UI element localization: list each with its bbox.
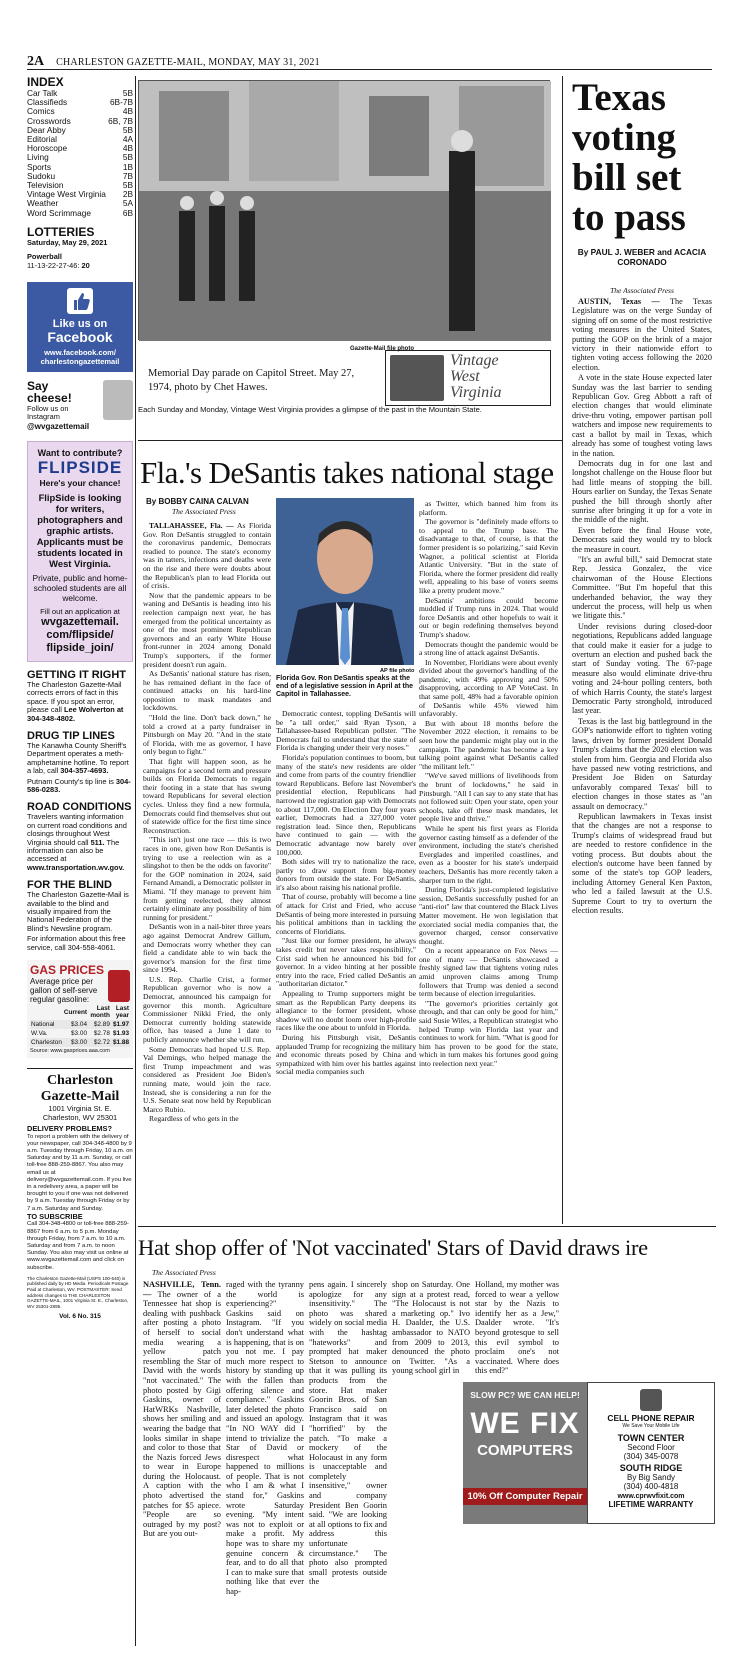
texas-headline: Texas voting bill set to pass bbox=[572, 76, 686, 239]
desantis-org: The Associated Press bbox=[172, 507, 236, 516]
subscribe-title: TO SUBSCRIBE bbox=[27, 1211, 83, 1221]
paragraph: The governor is "definitely made efforts to to appeal to the Trump base. The disadvantage to that, of course, is that the former president is so polarizing," said Kevin Wagner, a political scientist at Florida Atlantic University. "But in the state of Florida, where the former president did really well, appealing to his base of voters seems like a pretty prudent move." bbox=[419, 517, 558, 595]
lotteries-date: Saturday, May 29, 2021 bbox=[27, 237, 108, 247]
vintage-wv-logo bbox=[385, 350, 551, 406]
powerball-numbers: 11-13-22-27-46: 20 bbox=[27, 260, 90, 270]
gas-pump-icon bbox=[108, 970, 130, 1002]
old-camera-icon bbox=[390, 355, 444, 401]
flipside-url[interactable]: wvgazettemail. com/flipside/ flipside_join/ bbox=[41, 615, 119, 654]
vwv-line-3: Virginia bbox=[450, 384, 502, 401]
paragraph: Some Democrats had hoped U.S. Rep. Val Demings, who helped manage the first Trump impeachment and was considered as President Joe Biden's running mate, would join the race. Instead, she is considering a run for the U.S. Senate seat now held by Republican Marco Rubio. bbox=[143, 1044, 271, 1114]
flipside-fill: Fill out an application at bbox=[40, 606, 120, 616]
gas-header-cell bbox=[30, 1004, 63, 1020]
insta-handle[interactable]: @wvgazettemail bbox=[27, 421, 90, 431]
road-text: Travelers wanting information on current road conditions and closings throughout West Virginia should call 511. The information can also be accessed at www.transportation.wv.gov. bbox=[27, 812, 127, 872]
paragraph: Democrats dug in for one last and longshot challenge on the House floor but had little means of stopping the bill. Hours earlier on Sunday, the Texas Senate pushed the bill through shortly after sunrise after bringing it up for a vote in the middle of the night. bbox=[572, 458, 712, 525]
flipside-schools: Private, public and home-schooled students are all welcome. bbox=[32, 572, 128, 603]
index-item: Comics 4B bbox=[27, 106, 133, 117]
page-header bbox=[27, 52, 712, 70]
paragraph: In November, Floridians were about evenly divided about the governor's handling of the pandemic, with 49% approving and 50% disapproving, according to AP VoteCast. In that same poll, 48% had a favorable opinion of DeSantis while 45% viewed him unfavorably. bbox=[419, 657, 558, 719]
phone-repair-icon bbox=[640, 1389, 662, 1411]
vintage-parade-photo bbox=[138, 80, 550, 340]
hat-column-3: pens again. I sincerely apologize for any insensitivity." The photo was shared widely on social media with the hashtag "hateworks" and prompted hat maker Stetson to announce that it was pulling its products from the store. Hat maker Goorin Bros. of San Francisco said on Instagram that it was "horrified" by the patch. "To make a mockery of the Holocaust in any form is unacceptable and completely insensitive," owner and company President Ben Goorin said. "We are looking at all options to fix and address this unfortunate circumstance." The photo also prompted small protests outside the bbox=[309, 1280, 387, 1587]
gas-header-cell: Last year bbox=[115, 1005, 129, 1020]
index-title: INDEX bbox=[27, 75, 64, 89]
paragraph: "The governor's priorities certainly got through, and that can only be good for him," said Susie Wiles, a Republican strategist who helped Trump win Florida last year and continues to work for him. "What is good for him has proven to be good for the state, which in turn makes his fortunes good going into reelection next year." bbox=[419, 998, 558, 1068]
paragraph: "Just like our former president, he always takes credit but never takes responsibility," Crist said when he announced his bid for governor. In a video hinting at her possible entry into the race, Fried called DeSantis an "authoritarian dictator." bbox=[276, 936, 416, 989]
photo-caption: Memorial Day parade on Capitol Street. May 27, 1974, photo by Chet Hawes. bbox=[148, 368, 355, 393]
ad-slow: SLOW PC? WE CAN HELP! bbox=[470, 1390, 580, 1400]
index-item: Editorial 4A bbox=[27, 134, 133, 145]
paragraph: as Twitter, which banned him from its platform. bbox=[419, 499, 558, 517]
index-item: Sports 1B bbox=[27, 161, 133, 172]
gas-header-cell: Current bbox=[63, 1008, 87, 1016]
gas-source: Source: www.gasprices.aaa.com bbox=[30, 1048, 110, 1055]
ad-south: SOUTH RIDGE bbox=[619, 1463, 683, 1473]
paragraph: Florida's population continues to boom, but many of the state's new residents are older and come from parts of the country friendlier toward Republicans. Before last November's presidential election, Republicans had narrowed the registration gap with Democrats to about 117,000. On Election Day four years earlier, Democrats had a 327,000 voter registration lead. Since then, Republicans have continued to gain — with the Democratic advantage now barely over 100,000. bbox=[276, 752, 416, 857]
paragraph: As DeSantis' national stature has risen, he has remained defiant in the face of continued attacks on his hard-line opposition to mask mandates and lockdowns. bbox=[143, 669, 271, 713]
desantis-photo bbox=[276, 498, 414, 665]
index-item: Horoscope 4B bbox=[27, 143, 133, 154]
masthead-address-1: 1001 Virginia St. E. bbox=[48, 1104, 112, 1114]
paragraph: "This isn't just one race — this is two races in one, given how Ron DeSantis is trying to use a reelection win as a slingshot to then be the odds on favorite" for the GOP nomination in 2024, said Fernand Amandi, a Democratic pollster in Miami. "If they manage to prevent him from getting reelected, they almost certainly eliminate any possibility of him running for president." bbox=[143, 835, 271, 922]
subscribe-text: Call 304-348-4800 or toll-free 888-259-8867 from 6 a.m. to 5 p.m. Monday through Friday, from 7 a.m. to 10 a.m. Saturday and from 7 a.m. to noon Sunday. You also may visit us online at www.wvgazettemail.com and click on subscribe. bbox=[27, 1221, 129, 1271]
texas-org: The Associated Press bbox=[610, 286, 674, 295]
paragraph: Under revisions during closed-door negotiations, Republicans added language that could make it easier for a judge to overturn an election and pushed back the start of Sunday voting. The 67-page measure also would eliminate drive-thru voting and 24-hour polling centers, both of which Harris County, the state's largest Democratic Party stronghold, introduced last year. bbox=[572, 621, 712, 716]
delivery-title: DELIVERY PROBLEMS? bbox=[27, 1124, 113, 1134]
vwv-line-1: Vintage bbox=[450, 352, 499, 369]
drug-tip-title: DRUG TIP LINES bbox=[27, 729, 115, 742]
gas-header-cell: Last month bbox=[90, 1005, 110, 1020]
computer-repair-ad[interactable] bbox=[463, 1382, 715, 1524]
paragraph: That of course, probably will become a line of attack for Crist and Fried, who accuse DeSantis of being more interested in pursuing his political ambitions than in tackling the concerns of Floridians. bbox=[276, 892, 416, 936]
paragraph: That fight will happen soon, as he campaigns for a second term and pressure builds on Florida Democrats to regain their footing in a state that has swung toward Republicans for several election cycles. Unless they find a new formula, Democrats could find themselves shut out of statewide office for the first time since Reconstruction. bbox=[143, 757, 271, 835]
hat-column-4: shop on Saturday. One sign at a protest read, "The Holocaust is not a marketing op." Ivo H. Daalder, the U.S. ambassador to NATO from 2009 to 2013, denounced the photo on Twitter. "As a young school girl in bbox=[392, 1280, 470, 1376]
paragraph: Texas is the last big battleground in the GOP's nationwide effort to tighten voting laws, driven by former president Donald Trump's claims that the 2020 election was stolen from him. Georgia and Florida also have passed new voting restrictions, and President Joe Biden on Saturday unfavorably compared Texas' bill to election changes in those states as "an assault on democracy." bbox=[572, 716, 712, 811]
ad-discount: 10% Off Computer Repair bbox=[463, 1488, 587, 1505]
hat-shop-headline: Hat shop offer of 'Not vaccinated' Stars of David draws ire bbox=[138, 1235, 648, 1260]
insta-follow: Follow us on bbox=[27, 404, 69, 414]
ad-computers: COMPUTERS bbox=[477, 1442, 573, 1459]
paragraph: Regardless of who gets in the bbox=[149, 1114, 239, 1124]
insta-cheese: cheese! bbox=[27, 391, 72, 406]
hat-column-1: NASHVILLE, Tenn. — The owner of a Tennessee hat shop is dealing with pushback after posting a photo of herself to social media wearing a yellow patch resembling the Star of David with the words "not vaccinated." The photo posted by Gigi Gaskins, owner of HatWRKs Nashville, shows her smiling and wearing the badge that looks similar in shape and color to those that the Nazis forced Jews to wear in Europe during the Holocaust. A caption with the photo advertised the patches for $5 apiece. "People are so outraged by my post? But are you out- bbox=[143, 1280, 221, 1539]
lotteries-title: LOTTERIES bbox=[27, 224, 95, 239]
instagram-promo[interactable] bbox=[27, 380, 133, 431]
paper-date-line: CHARLESTON GAZETTE-MAIL, MONDAY, MAY 31, 2021 bbox=[56, 57, 320, 68]
photo-credit: Gazette-Mail file photo bbox=[350, 346, 415, 352]
gas-title: GAS PRICES bbox=[30, 963, 105, 978]
paragraph: "Hold the line. Don't back down," he told a crowd at a party fundraiser in Pittsburgh on May 20. "And in the state of Florida, with me as governor, I have only begun to fight." bbox=[143, 713, 271, 757]
paragraph: U.S. Rep. Charlie Crist, a former Republican governor who is now a Democrat, announced his campaign for governor this month. Agriculture Commissioner Nikki Fried, the only Democrat currently holding statewide office, has teased a June 1 date to publicly announce whether she will run. bbox=[143, 974, 271, 1045]
ad-tagline: We Save Your Mobile Life bbox=[622, 1423, 680, 1429]
index-item: Sudoku 7B bbox=[27, 170, 133, 181]
ad-south-phone: (304) 400-4818 bbox=[623, 1482, 679, 1491]
ad-town-loc: Second Floor bbox=[627, 1443, 675, 1452]
index-item: Dear Abby 5B bbox=[27, 124, 133, 135]
index-item: Classifieds 6B-7B bbox=[27, 97, 133, 108]
road-title: ROAD CONDITIONS bbox=[27, 801, 132, 814]
index-list bbox=[27, 89, 133, 218]
paragraph: DeSantis' ambitions could become muddled if Trump runs in 2024. That would force DeSantis and other hopefuls to wait it out or begin redefining themselves beyond Trump's shadow. bbox=[419, 595, 558, 639]
paragraph: But with about 18 months before the November 2022 election, it remains to be seen how the pandemic might play out in the campaign. The pandemic has become a key talking point against what DeSantis called "the militant left." bbox=[419, 718, 558, 771]
flipside-promo bbox=[27, 441, 133, 662]
hat-shop-org: The Associated Press bbox=[152, 1268, 216, 1277]
flipside-logo: FLIPSIDE bbox=[37, 457, 123, 477]
desantis-photo-caption: Florida Gov. Ron DeSantis speaks at the end of a legislative session in April at the Capitol in Tallahassee. bbox=[276, 675, 414, 698]
gas-row: W.Va. $3.00 $2.78 $1.93 bbox=[31, 1030, 129, 1038]
ad-brand: CELL PHONE REPAIR bbox=[607, 1413, 695, 1423]
drug-tip-text-2: Putnam County's tip line is 304-586-0283. bbox=[27, 776, 131, 794]
gas-table bbox=[30, 1004, 130, 1047]
hat-column-5: Holland, my mother was forced to wear a yellow star by the Nazis to identify her as a Jew," Daalder wrote. "It's beyond grotesque to sell this evil symbol to proclaim one's not vaccinated. Where does this end?" bbox=[475, 1280, 559, 1376]
vwv-description: Each Sunday and Monday, Vintage West Virginia provides a glimpse of the past in the Mountain State. bbox=[138, 405, 482, 414]
paragraph: Now that the pandemic appears to be waning and DeSantis is heading into his reelection campaign next year, he has emerged from the political uncertainty as one of the most prominent Republican governors and an early White House front-runner in 2024 among Donald Trump's supporters, if the former president doesn't run again. bbox=[143, 590, 271, 669]
paragraph: On a recent appearance on Fox News — one of many — DeSantis showcased a freshly signed law that tightens voting rules amid unproven claims among Trump followers that Trump was denied a second term because of election irregularities. bbox=[419, 946, 558, 999]
index-item: Weather 5A bbox=[27, 198, 133, 209]
paragraph: During Florida's just-completed legislative session, DeSantis successfully pushed for an "anti-riot" law that countered the Black Lives Matter movement. He won legislation that exorciated social media companies that, the governor charged, censor conservative thought. bbox=[419, 885, 558, 946]
index-item: Crosswords 6B, 7B bbox=[27, 115, 133, 126]
powerball-label: Powerball bbox=[27, 252, 62, 262]
index-item: Living 5B bbox=[27, 152, 133, 163]
desantis-photo-credit: AP file photo bbox=[380, 668, 415, 674]
ad-town-phone: (304) 345-0078 bbox=[623, 1452, 679, 1461]
paragraph: A vote in the state House expected later Sunday was the last barrier to sending Republican Gov. Greg Abbott a raft of election changes that would eliminate drive-thru voting, empower partisan poll watchers and impose new requirements to cast a ballot by mail in Texas, which already has some of toughest voting laws in the nation. bbox=[572, 373, 712, 458]
paragraph: AUSTIN, Texas — The Texas Legislature was on the verge Sunday of signing off on some of the most restrictive voting measures in the United States, putting the GOP on the brink of a major victory in their nationwide effort to tighten voting access following the 2020 election. bbox=[572, 297, 712, 372]
paragraph: Both sides will try to nationalize the race, partly to draw support from big-money donors from outside the state. For DeSantis, it's also about raising his national profile. bbox=[276, 857, 416, 892]
paragraph: DeSantis won in a nail-biter three years ago against Democrat Andrew Gillum, and Democrats worry whether they can field a candidate able to win back the governor's mansion for the first time since 1994. bbox=[143, 922, 271, 975]
ad-town: TOWN CENTER bbox=[617, 1433, 685, 1443]
insta-platform: Instagram bbox=[27, 412, 60, 422]
flipside-heres: Here's your chance! bbox=[39, 477, 121, 488]
gas-row: Charleston $3.00 $2.72 $1.88 bbox=[31, 1039, 129, 1047]
flipside-looking: FlipSide is looking for writers, photographers and graphic artists. Applicants must be students located in West Virginia. bbox=[36, 491, 124, 569]
desantis-column-2 bbox=[276, 710, 416, 1078]
texas-body bbox=[572, 297, 712, 916]
masthead-address-2: Charleston, WV 25301 bbox=[42, 1112, 118, 1122]
paragraph: "We've saved millions of livelihoods from the brunt of lockdowns," he said in Pittsburgh. "All I can say to any state that has not followed suit: Open your state, open your schools, take off these mask mandates, let people live and thrive." bbox=[419, 771, 558, 824]
ad-warranty: LIFETIME WARRANTY bbox=[608, 1500, 694, 1509]
paragraph: Democrats thought the pandemic would be a strong line of attack against DeSantis. bbox=[419, 639, 558, 658]
insta-say: Say bbox=[27, 379, 49, 394]
paragraph: While he spent his first years as Florida governor casting himself as a defender of the environment, including the state's cherished Everglades and imperiled coastlines, and even as a booster for his state's underpaid teachers, DeSantis has more recently taken a sharper turn to the right. bbox=[419, 823, 558, 885]
left-rail bbox=[27, 76, 133, 1320]
flipside-want: Want to contribute? bbox=[37, 447, 123, 458]
gas-row: National $3.04 $2.89 $1.97 bbox=[31, 1021, 129, 1029]
fb-line2: Facebook bbox=[47, 329, 113, 346]
masthead-name: Charleston Gazette-Mail bbox=[40, 1073, 120, 1105]
texas-byline: By PAUL J. WEBER and ACACIA CORONADO bbox=[577, 247, 707, 267]
index-item: Television 5B bbox=[27, 180, 133, 191]
desantis-byline: By BOBBY CAINA CALVAN bbox=[146, 497, 249, 506]
fb-url-1[interactable]: www.facebook.com/ bbox=[44, 348, 116, 358]
desantis-column-1 bbox=[143, 522, 271, 1125]
paragraph: Democratic contest, toppling DeSantis will be "a tall order," said Ryan Tyson, a Tallahassee-based Republican pollster. "The Democrats fail to understand that the state of Florida is changing under their very noses." bbox=[276, 709, 416, 753]
getting-right-text: The Charleston Gazette-Mail corrects errors of fact in this space. If you spot an error, please call Lee Wolverton at 304-348-4802. bbox=[27, 679, 124, 723]
index-item: Word Scrimmage 6B bbox=[27, 207, 133, 218]
index-item: Car Talk 5B bbox=[27, 88, 133, 98]
blind-text: The Charleston Gazette-Mail is available to the blind and visually impaired from the National Federation of the Blind's Newsline program. bbox=[27, 890, 129, 933]
vwv-line-2: West bbox=[450, 368, 480, 385]
gas-prices-box bbox=[27, 960, 133, 1058]
delivery-text: To report a problem with the delivery of your newspaper, call 304-348-4800 by 9 a.m. Tuesday through Friday, 10 a.m. on Saturday and by 11 a.m. Sunday, or call toll-free 888-259-8867. You also may email us at delivery@wvgazettemail.com. If you live in a redelivery area, a paper will be brought to you if one was not delivered by 9 a.m. Tuesday through Friday or by 7 a.m. Saturday and Sunday. bbox=[27, 1133, 133, 1212]
getting-right-title: GETTING IT RIGHT bbox=[27, 668, 126, 681]
ad-url[interactable]: www.cprwvfixit.com bbox=[617, 1493, 685, 1500]
paragraph: TALLAHASSEE, Fla. — As Florida Gov. Ron DeSantis struggled to contain the coronavirus pandemic, Democrats readied to pounce. The state's economy was in tatters, infections and deaths were on the rise and there were doubts about the Republican's plan to lead Florida out of crisis. bbox=[143, 521, 271, 591]
desantis-headline: Fla.'s DeSantis takes national stage bbox=[140, 455, 554, 490]
paragraph: Even before the final House vote, Democrats said they would try to block the measure in court. bbox=[572, 525, 712, 554]
fb-line1: Like us on bbox=[52, 318, 108, 331]
desantis-column-3 bbox=[419, 500, 558, 1070]
paragraph: "It's an awful bill," said Democrat state Rep. Jessica Gonzalez, the vice chairwoman of the House Elections Committee. "But I'm hopeful that this underhanded behavior, the way they undercut the process, will help us when we litigate this." bbox=[572, 554, 712, 621]
gas-sub: Average price per gallon of self-serve regular gasoline: bbox=[30, 977, 98, 1005]
drug-tip-text: The Kanawha County Sheriff's Department operates a meth-amphetamine hotline. To report a lab, call 304-357-4693. bbox=[27, 740, 129, 776]
paragraph: Appealing to Trump supporters might be smart as the Republican Party deepens its allegiance to the former president, whose shadow will no doubt loom over high-profile races like the one about to unfold in Florida. bbox=[276, 989, 416, 1033]
ad-wefix: WE FIX bbox=[470, 1407, 580, 1440]
facebook-promo[interactable] bbox=[27, 282, 133, 372]
page-number: 2A bbox=[27, 54, 45, 69]
blind-title: FOR THE BLIND bbox=[27, 879, 112, 892]
legal-text: The Charleston Gazette-Mail (USPS 100-540) is published daily by HD Media. Periodicals Postage Paid at Charleston, WV. POSTMASTER: Send address changes to THE CHARLESTON GAZETTE-MAIL, 1001 Virginia St. E., Charleston, WV 25301-2895. bbox=[27, 1275, 129, 1309]
masthead-small bbox=[27, 1068, 133, 1320]
paragraph: During his Pittsburgh visit, DeSantis applauded Trump for recognizing the military and economic threats posed by China and sympathized with him over his battles against social media companies such bbox=[276, 1032, 416, 1077]
hat-column-2: raged with the tyranny the world is experiencing?" Gaskins said on Instagram. "If you don't understand what is happening, that is on you not me. I pay much more respect to history by standing up with the fallen than offering silence and compliance." Gaskins later deleted the photo and issued an apology. "In NO WAY did I intend to trivialize the Star of David or disrespect what happened to millions of people. That is not who I am & what I stand for," Gaskins wrote Saturday evening. "My intent was not to exploit or make a profit. My hope was to share my genuine concern & fear, and to do all that I can to make sure that nothing like that ever hap- bbox=[226, 1280, 304, 1596]
ad-left-panel bbox=[463, 1382, 587, 1524]
ad-right-panel bbox=[587, 1382, 715, 1524]
camera-icon bbox=[103, 380, 133, 420]
fb-url-2[interactable]: charlestongazettemail bbox=[40, 357, 120, 367]
index-item: Vintage West Virginia 2B bbox=[27, 189, 133, 200]
blind-text-2: For information about this free service, call 304-558-4061. bbox=[27, 934, 126, 952]
vol-number: Vol. 6 No. 315 bbox=[59, 1313, 101, 1321]
thumbs-up-icon bbox=[67, 288, 93, 314]
ad-south-loc: By Big Sandy bbox=[626, 1473, 676, 1482]
paragraph: Republican lawmakers in Texas insist that the changes are not a response to Trump's claims of widespread fraud but are needed to restore confidence in the voting process. But doubts about the election's outcome have been fanned by some of the state's top GOP leaders, including Attorney General Ken Paxton, who led a failed lawsuit at the U.S. Supreme Court to try to overturn the election results. bbox=[572, 811, 712, 915]
